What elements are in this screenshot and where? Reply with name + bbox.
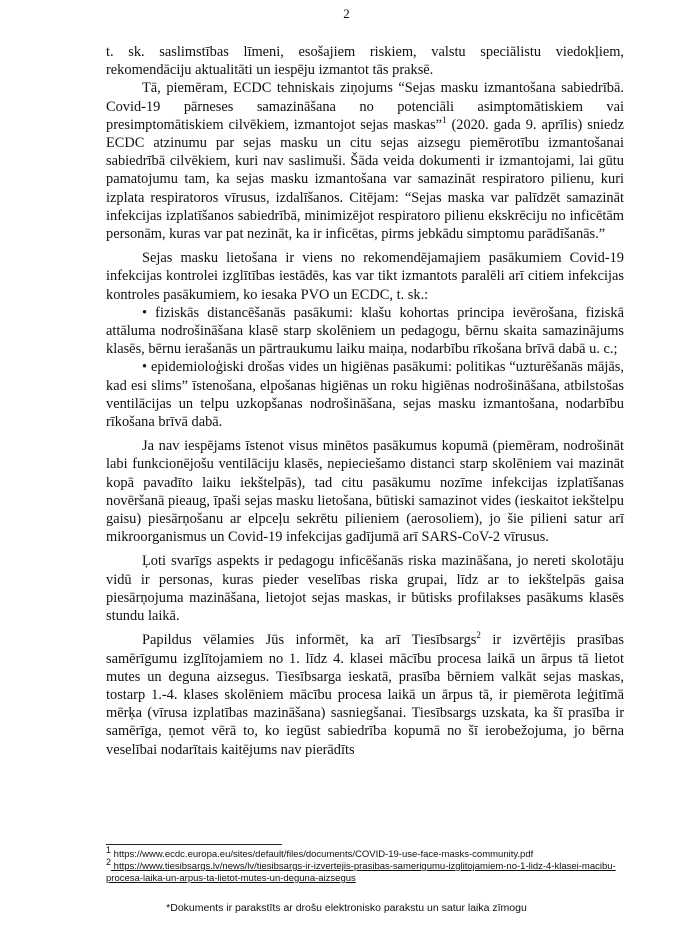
paragraph-if-not-possible: Ja nav iespējams īstenot visus minētos pasākumus kopumā (piemēram, nodrošināt labi funkcionējošu ventilāciju klasēs, nepieciešamo distanci starp skolēniem vai mazināt kopā pavadīto laiku iekštelpās), tad citu pasākumu nozīme infekcijas izplatīšanas novēršanā pieaug, īpaši sejas masku lietošana, būtiski samazinot vides (ieskaitot iekštelpu gaisu) piesārņošanu ar elpceļu sekrētu pilieniem (aerosoliem), jo šie pilieni satur arī mikroorganismus un Covid-19 infekcijas gadījumā arī SARS-CoV-2 vīrusus. [106,438,624,546]
footnote-1 [106,844,626,861]
document-body [106,43,624,759]
paragraph-continuation: t. sk. saslimstības līmeni, esošajiem riskiem, valstu speciālistu viedokļiem, rekomendāciju aktualitāti un iespēju izmantot tās praksē. [106,44,624,79]
footnote-2 [106,856,626,885]
bullet-physical-distancing: • fiziskās distancēšanās pasākumi: klašu kohortas principa ievērošana, fiziskā attāluma nodrošināšana klasē starp skolēniem un pedagogu, bērnu skaita samazinājums klasēs, bērnu ierašanās un pārtraukumu laiku maiņa, nodarbību rīkošana brīvā dabā u. c.; [106,304,624,358]
footnote-ref-1: 1 [442,115,447,126]
paragraph-text: (2020. gada 9. aprīlis) sniedz ECDC atzinumu par sejas masku un citu sejas aizsegu piemērotību izmantošanai sabiedrībā cilvēkiem, kuri nav saslimuši. Šāda veida dokumenti ir izmantojami, lai gūtu pamatojumu tam, ka sejas masku izmantošana var samazināt respiratoro pilienu, kuri izplata respiratoros vīrusus, izdalīšanos. Citējam: “Sejas maska var palīdzēt samazināt infekcijas izplatīšanos sabiedrībā, minimizējot respiratoro pilienu ekskrēciju no inficētām personām, kuras var pat nezināt, ka ir inficētas, pirms jebkādu simptomu parādīšanās.” [106,116,624,243]
paragraph-ecdc-report [106,79,624,243]
footnote-ref-2: 2 [476,630,481,641]
paragraph-ombudsman [106,631,624,758]
paragraph-mask-measures: Sejas masku lietošana ir viens no rekomendējamajiem pasākumiem Covid-19 infekcijas kontrolei izglītības iestādēs, kas var tikt izmantots paralēli arī citiem infekcijas kontroles pasākumiem, ko iesaka PVO un ECDC, t. sk.: [106,250,624,303]
paragraph-text: Papildus vēlamies Jūs informēt, ka arī Tiesībsargs [142,632,477,649]
bullet-hygiene-measures: • epidemioloģiski drošas vides un higiēnas pasākumi: politikas “uzturēšanās mājās, kad esi slims” īstenošana, elpošanas higiēnas un roku higiēnas nodrošināšana, atbilstošas ventilācijas un telpu uzkopšanas nodrošināšana, sejas masku izmantošana, nodarbību rīkošana brīvā dabā. [106,359,624,431]
footnote-number: 1 [106,844,112,855]
page-number: 2 [343,6,350,21]
paragraph-text: Tā, piemēram, ECDC tehniskais ziņojums “Sejas masku izmantošana sabiedrībā. Covid-19 pārneses samazināšana no potenciāli asimptomātiskiem vai presimptomātiskiem cilvēkiem, izmantojot sejas maskas” [106,80,624,133]
signature-note: *Dokuments ir parakstīts ar drošu elektronisko parakstu un satur laika zīmogu [166,902,527,914]
footnote-divider [106,844,282,845]
footnotes [106,844,626,885]
footnote-link[interactable]: https://www.tiesibsargs.lv/news/lv/tiesibsargs-ir-izvertejis-prasibas-samerigumu-izglitojamiem-no-1-lidz-4-klasei-macibu-procesa-laika-un-arpus-ta-lietot-mutes-un-deguna-aizsegus [106,861,616,884]
footnote-url[interactable]: https://www.ecdc.europa.eu/sites/default/files/documents/COVID-19-use-face-masks-community.pdf [111,849,534,860]
paragraph-text: ir izvērtējis prasības samērīgumu izglītojamiem no 1. līdz 4. klasei mācību procesa laikā un ārpus tā lietot mutes un deguna aizsegus. Tiesībsarga ieskatā, prasība bērniem valkāt sejas maskas, tostarp 1.-4. klases skolēniem mācību procesa laikā un ārpus tā, ir piemērota leģitīmā mērķa (vīrusa izplatības mazināšana) sasniegšanai. Tiesībsargs uzskata, ka šī prasība ir samērīga, ņemot vērā to, ko iegūst sabiedrība kopumā no šī ierobežojuma, jo bērna veselībai nodarītais kaitējums nav pierādīts [106,632,624,758]
paragraph-teacher-risk: Ļoti svarīgs aspekts ir pedagogu inficēšanās riska mazināšana, jo nereti skolotāju vidū ir personas, kuras pieder veselības riska grupai, līdz ar to iekštelpās gaisa piesārņojuma mazināšana, lietojot sejas maskas, ir būtisks profilakses pasākums klasēs stundu laikā. [106,553,624,625]
footnote-number: 2 [106,856,112,867]
